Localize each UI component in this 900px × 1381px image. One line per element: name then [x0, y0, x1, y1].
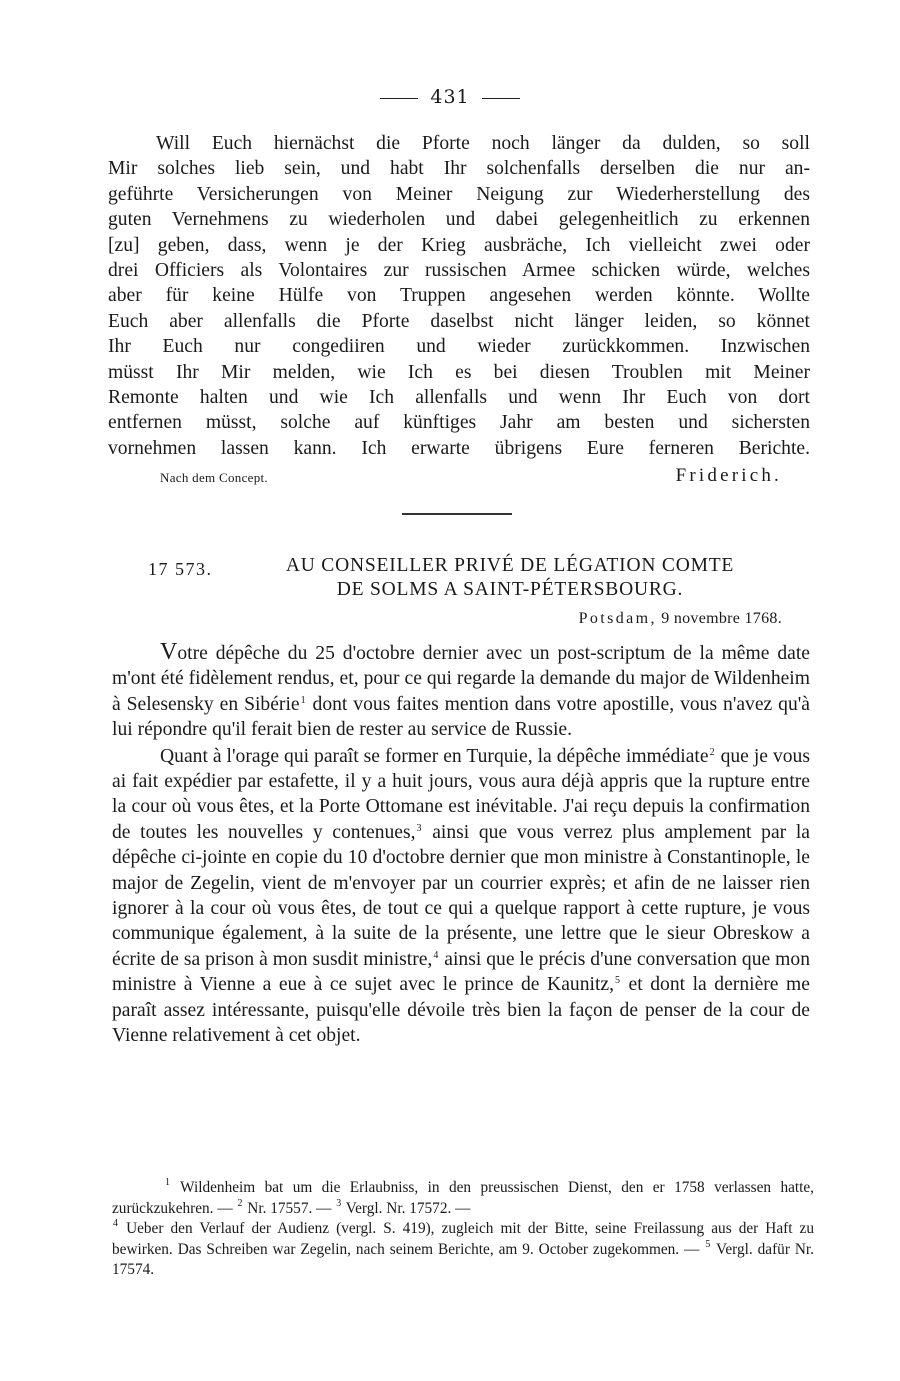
place-date — [579, 610, 782, 628]
footnote-text-5: Vergl. dafür Nr. 17574. — [112, 1240, 814, 1279]
header-dash-left — [380, 98, 418, 99]
letter1-line-9: Ihr Euch nur congediiren und wieder zurückkommen. Inzwischen — [108, 336, 810, 358]
letter1-line-6: drei Officiers als Volontaires zur russischen Armee schicken würde, welches — [108, 260, 810, 282]
letter1-line-13: vornehmen lassen kann. Ich erwarte übrigens Eure ferneren Berichte. — [108, 437, 810, 459]
letter1-line-11: Remonte halten und wie Ich allenfalls und wenn Ihr Euch von dort — [108, 387, 810, 409]
footnote-ref-2: 2 — [709, 746, 715, 758]
footnote-ref-3: 3 — [416, 822, 422, 834]
signature-row — [160, 466, 782, 488]
footnote-mark-3: 3 — [336, 1197, 342, 1209]
signature: Friderich. — [675, 465, 782, 486]
document-title-line-2: DE SOLMS A SAINT-PÉTERSBOURG. — [336, 579, 684, 600]
letter1-line-7: aber für keine Hülfe von Truppen angesehen werden könnte. Wollte — [108, 285, 810, 307]
letter2-paragraph-2 — [112, 744, 810, 1049]
letter2-p2-text-b: que je vous ai fait expédier par estafette, il y a huit jours, vous aura déjà appris que la rupture entre la cour où vous êtes, et la Porte Ottomane est inévitable. J'ai reçu depuis la confirmation de toutes les nouvelles y contenues, — [112, 745, 810, 843]
letter1-line-5: [zu] geben, dass, wenn je der Krieg ausbräche, Ich vielleicht zwei oder — [108, 234, 810, 256]
footnote-mark-5: 5 — [705, 1238, 711, 1250]
section-divider — [402, 513, 512, 515]
letter1-line-3: geführte Versicherungen von Meiner Neigung zur Wiederherstellung des — [108, 183, 810, 205]
footnote-ref-4: 4 — [433, 949, 439, 961]
header-dash-right — [482, 98, 520, 99]
letter1-line-10: müsst Ihr Mir melden, wie Ich es bei diesen Troublen mit Meiner — [108, 361, 810, 383]
footnote-ref-1: 1 — [300, 694, 306, 706]
letter2-p1-text-b: dont vous faites mention dans votre apostille, vous n'avez qu'à lui répondre qu'il ferait bien de rester au service de Russie. — [112, 693, 810, 741]
footnote-mark-2: 2 — [237, 1197, 243, 1209]
letter-date: 9 novembre 1768. — [661, 610, 782, 627]
footnote-text-1: Wildenheim bat um die Erlaubniss, in den preussischen Dienst, den er 1758 verlassen hatte, zurückzukehren. — — [112, 1179, 814, 1217]
initial-letter: V — [160, 639, 178, 665]
footnote-block-1 — [112, 1178, 814, 1219]
letter1-line-2: Mir solches lieb sein, und habt Ihr solchenfalls derselben die nur an- — [108, 158, 810, 180]
footnote-text-4: Ueber den Verlauf der Audienz (vergl. S. 419), zugleich mit der Bitte, seine Freilassung aus der Haft zu bewirken. Das Schreiben war Zegelin, nach seinem Berichte, am 9. October zugekommen. — — [112, 1220, 814, 1258]
footnote-ref-5: 5 — [614, 975, 620, 987]
letter2-p2-text-d: ainsi que le précis d'une conversation que mon ministre à Vienne a eue à ce sujet avec le prince de Kaunitz, — [112, 948, 810, 996]
page-number: 431 — [430, 86, 470, 108]
footnote-text-2: Nr. 17557. — — [243, 1199, 336, 1217]
letter1-line-4: guten Vernehmens zu wiederholen und dabei gelegenheitlich zu erkennen — [108, 209, 810, 231]
footnote-text-3: Vergl. Nr. 17572. — — [342, 1199, 471, 1217]
letter1-line-1: Will Euch hiernächst die Pforte noch länger da dulden, so soll — [156, 133, 810, 154]
footnotes — [112, 1178, 814, 1281]
footnote-mark-1: 1 — [165, 1177, 170, 1188]
footnote-mark-4: 4 — [113, 1218, 118, 1230]
letter-body — [112, 640, 810, 1049]
letter-continuation — [108, 131, 810, 461]
letter1-line-12: entfernen müsst, solche auf künftiges Jahr am besten und sichersten — [108, 412, 810, 434]
letter2-p2-text-c: ainsi que vous verrez plus amplement par la dépêche ci-jointe en copie du 10 d'octobre dernier que mon ministre à Constantinople, le major de Zegelin, vient de m'envoyer par un courrier exprès; et afin de ne laisser rien ignorer à la cour où vous êtes, de tout ce qui a quelque rapport à cette rupture, je vous communique également, à la suite de la présente, une lettre que le sieur Obreskow a écrite de sa prison à mon susdit ministre, — [112, 821, 810, 970]
footnote-block-2 — [112, 1219, 814, 1281]
letter2-paragraph-1 — [112, 640, 810, 743]
page-header — [0, 86, 900, 108]
letter1-line-8: Euch aber allenfalls die Pforte daselbst nicht länger leiden, so könnet — [108, 310, 810, 332]
letter2-p2-text-e: et dont la dernière me paraît assez intéressante, puisqu'elle dévoile très bien la façon de penser de la cour de Vienne relativement à cet objet. — [112, 974, 810, 1047]
document-title — [240, 554, 780, 602]
letter2-p2-text-a: Quant à l'orage qui paraît se former en Turquie, la dépêche immédiate — [160, 745, 709, 767]
document-title-line-1: AU CONSEILLER PRIVÉ DE LÉGATION COMTE — [285, 555, 735, 576]
letter2-p1-text-a: otre dépêche du 25 d'octobre dernier avec un post-scriptum de la même date m'ont été fidèlement rendus, et, pour ce qui regarde la demande du major de Wildenheim à Selesensky en Sibérie — [112, 643, 810, 715]
source-note: Nach dem Concept. — [160, 470, 268, 485]
letter-place: Potsdam, — [578, 610, 657, 627]
document-number: 17 573. — [148, 559, 213, 579]
